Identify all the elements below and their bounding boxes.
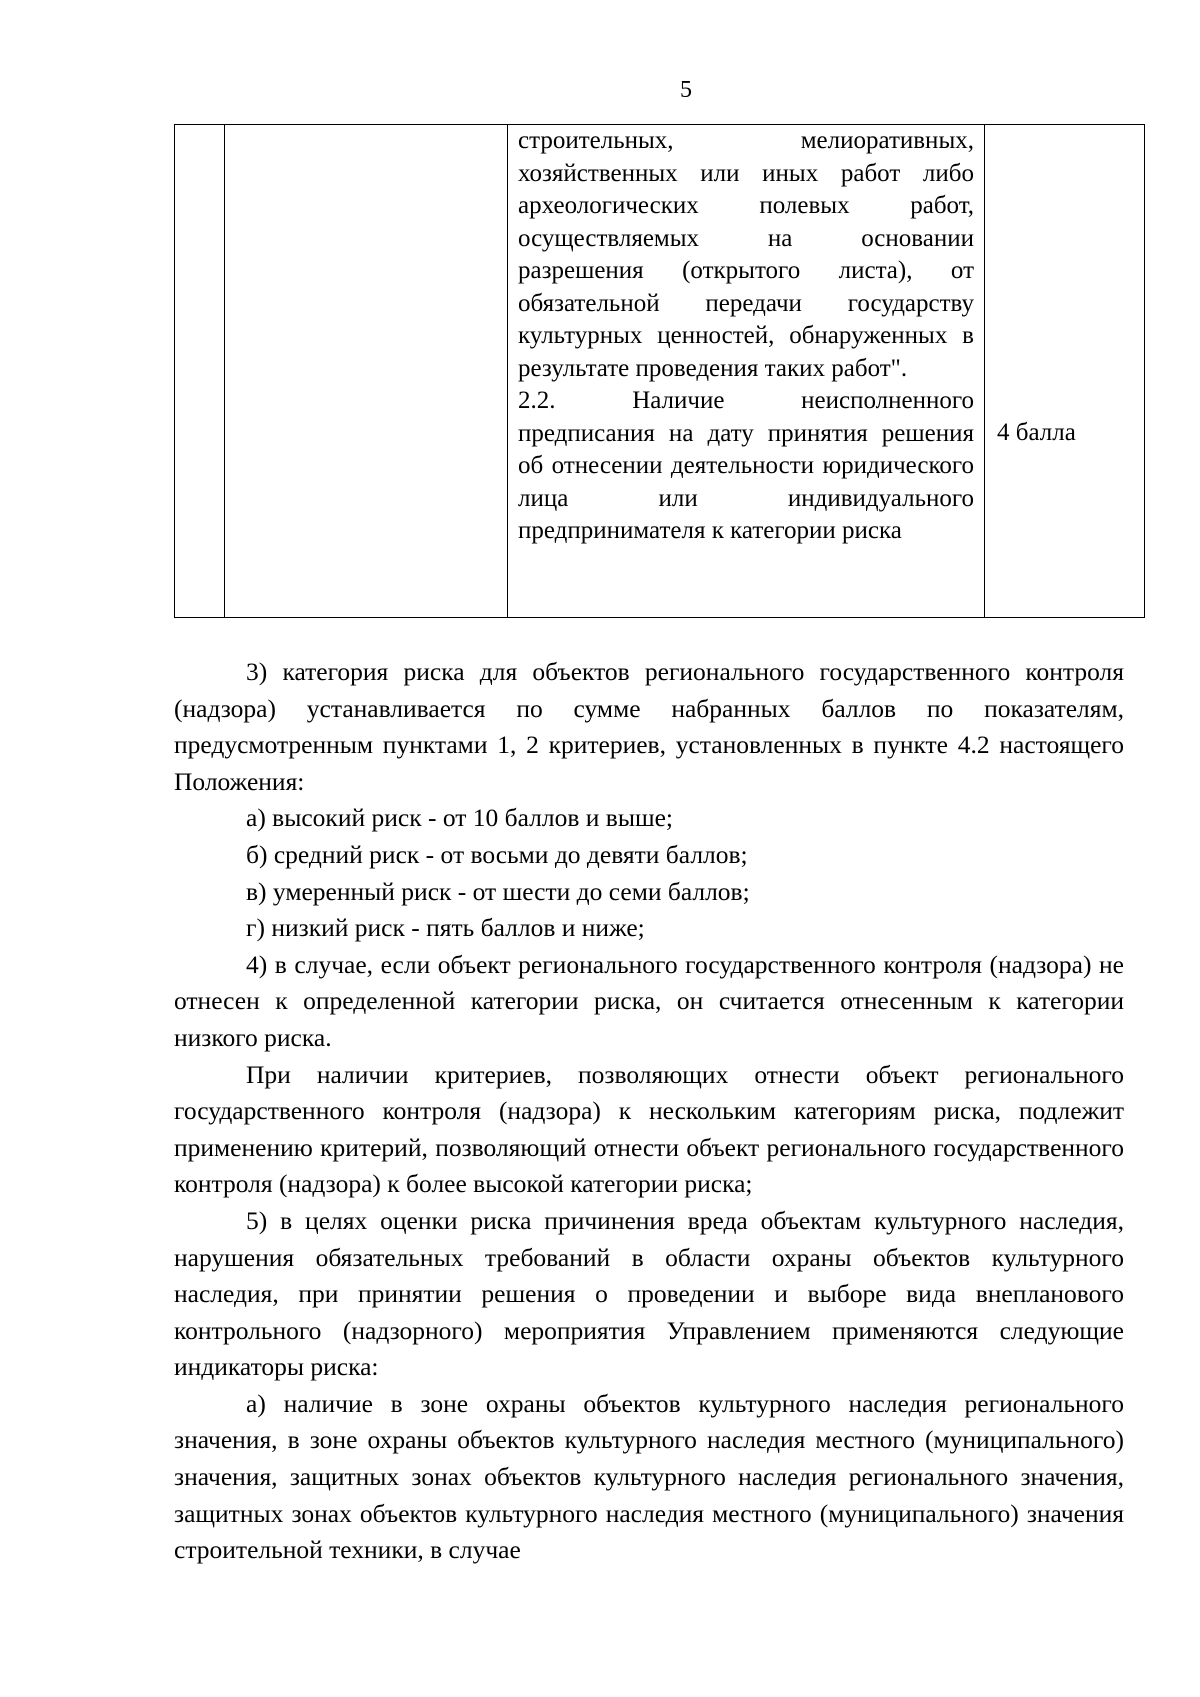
paragraph-risk-indicators: 5) в целях оценки риска причинения вреда объектам культурного наследия, нарушения обязательных требований в области охраны объектов культурного наследия, при принятии решения о проведении и выборе вида внепланового контрольного (надзорного) мероприятия Управлением применяются следующие индикаторы риска: [174,1205,1124,1382]
page-number: 5 [680,77,692,103]
paragraph-risk-category: 3) категория риска для объектов регионального государственного контроля (надзора) устанавливается по сумме набранных баллов по показателям, предусмотренным пунктами 1, 2 критериев, установленных в пункте 4.2 настоящего Положения: [174,657,1124,796]
score-cell [985,125,1145,618]
list-item-low-risk: г) низкий риск - пять баллов и ниже; [246,913,645,943]
list-item-medium-risk: б) средний риск - от восьми до девяти баллов; [246,839,748,869]
row-number-cell [175,125,225,618]
criterion-name-cell [225,125,508,618]
paragraph-multiple-categories: При наличии критериев, позволяющих отнести объект регионального государственного контроля (надзора) к нескольким категориям риска, подлежит применению критерий, позволяющий отнести объект регионального государственного контроля (надзора) к более высокой категории риска; [174,1059,1124,1199]
paragraph-unassigned-category: 4) в случае, если объект регионального государственного контроля (надзора) не отнесен к определенной категории риска, он считается отнесенным к категории низкого риска. [174,949,1124,1052]
list-item-indicator-a: а) наличие в зоне охраны объектов культурного наследия регионального значения, в зоне охраны объектов культурного наследия местного (муниципального) значения, защитных зонах объектов культурного наследия регионального значения, защитных зонах объектов культурного наследия местного (муниципального) значения строительной техники, в случае [174,1388,1124,1565]
body-text [174,654,1124,1569]
list-item-moderate-risk: в) умеренный риск - от шести до семи баллов; [246,876,750,906]
indicator-continuation-text: строительных, мелиоративных, хозяйственных или иных работ либо археологических полевых работ, осуществляемых на основании разрешения (открытого листа), от обязательной передачи государству культурных ценностей, обнаруженных в результате проведения таких работ". [518,127,974,382]
score-2-2: 4 балла [997,419,1076,446]
list-item-high-risk: а) высокий риск - от 10 баллов и выше; [246,803,674,833]
criteria-table [174,124,1145,618]
indicator-2-2-text: 2.2. Наличие неисполненного предписания на дату принятия решения об отнесении деятельности юридического лица или индивидуального предпринимателя к категории риска [518,387,974,544]
indicator-cell [508,125,985,618]
table-row [175,125,1145,618]
